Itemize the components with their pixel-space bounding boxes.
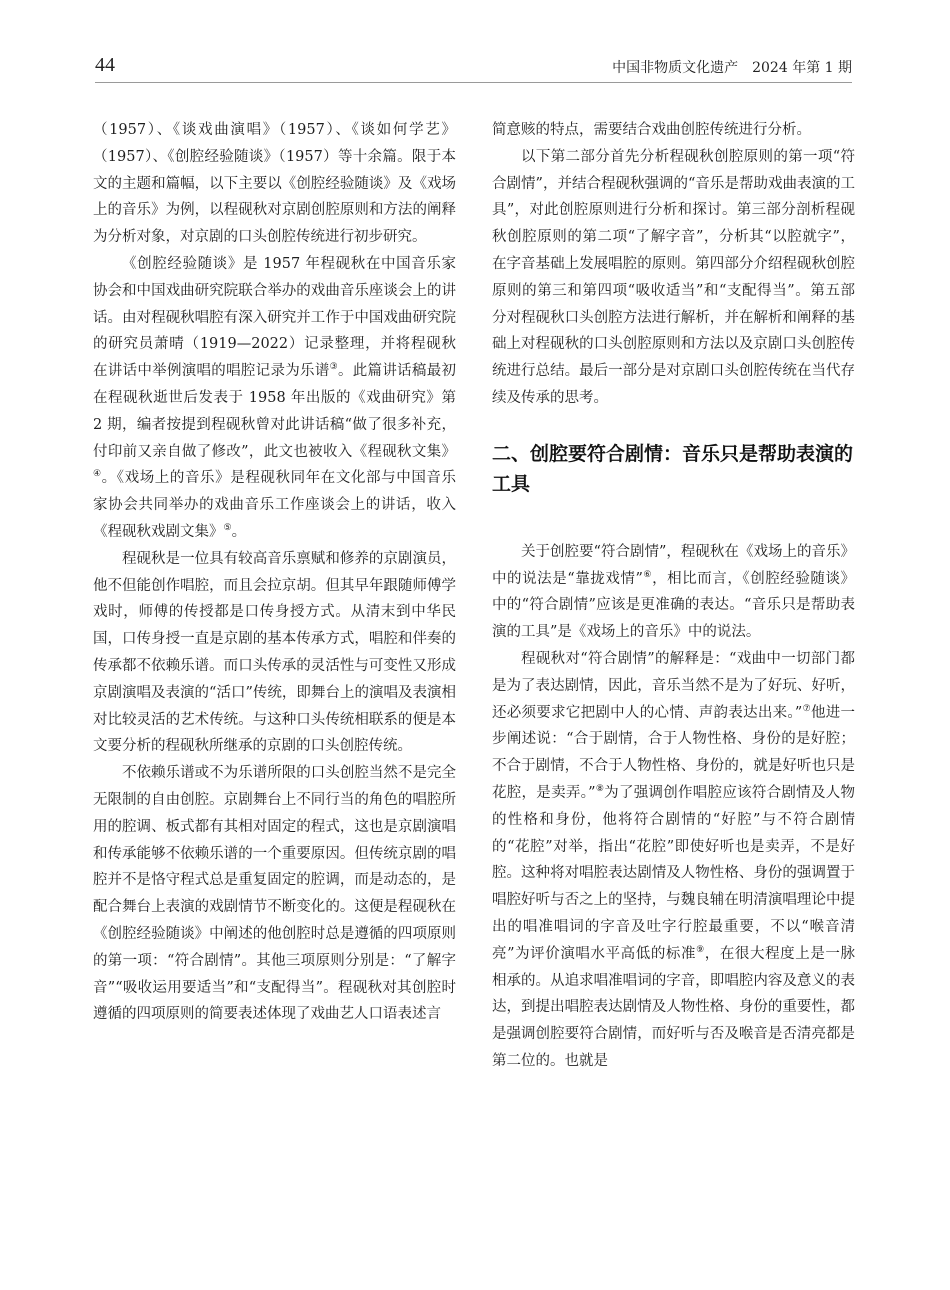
footnote-ref-5[interactable]: ⑤ (223, 523, 232, 534)
text-run: 程砚秋对“符合剧情”的解释是：“戏曲中一切部门都是为了表达剧情，因此，音乐当然不是为了好玩、好听，还必须要求它把剧中人的心情、声韵表达出来。” (492, 650, 855, 721)
paragraph (492, 539, 855, 646)
paragraph: 不依赖乐谱或不为乐谱所限的口头创腔当然不是完全无限制的自由创腔。京剧舞台上不同行当的角色的唱腔所用的腔调、板式都有其相对固定的程式，这也是京剧演唱和传承能够不依赖乐谱的一个重要原因。但传统京剧的唱腔并不是恪守程式总是重复固定的腔调，而是动态的，是配合舞台上表演的戏剧情节不断变化的。这便是程砚秋在《创腔经验随谈》中阐述的他创腔时总是遵循的四项原则的第一项：“符合剧情”。其他三项原则分别是：“了解字音”“吸收运用要适当”和“支配得当”。程砚秋对其创腔时遵循的四项原则的简要表述体现了戏曲艺人口语表述言 (93, 765, 456, 1023)
footnote-ref-6[interactable]: ⑥ (642, 569, 653, 580)
text-run: 为了强调创作唱腔应该符合剧情及人物的性格和身份，他将符合剧情的“好腔”与不符合剧情的“花腔”对举，指出“花腔”即使好听也是卖弄，不是好腔。这种将对唱腔表达剧情及人物性格、身份的强调置于唱腔好听与否之上的坚持，与魏良辅在明清演唱理论中提出的唱准唱词的字音及吐字行腔最重要，不以“喉音清亮”为评价演唱水平高低的标准 (492, 784, 855, 962)
text-run: 《创腔经验随谈》是 1957 年程砚秋在中国音乐家协会和中国戏曲研究院联合举办的戏曲音乐座谈会上的讲话。由对程砚秋唱腔有深入研究并工作于中国戏曲研究院的研究员萧晴（1919—2022）记录整理，并将程砚秋在讲话中举例演唱的唱腔记录为乐谱 (93, 255, 456, 380)
left-column (93, 117, 456, 1028)
footnote-ref-4[interactable]: ④ (93, 469, 102, 480)
paragraph (492, 646, 855, 1075)
text-run: ，在很大程度上是一脉相承的。从追求唱准唱词的字音，即唱腔内容及意义的表达，到提出唱腔表达剧情及人物性格、身份的重要性，都是强调创腔要符合剧情，而好听与否及喉音是否清亮都是第二位的。也就是 (492, 945, 855, 1069)
text-run: ，相比而言，《创腔经验随谈》中的“符合剧情”应该是更准确的表达。“音乐只是帮助表演的工具”是《戏场上的音乐》中的说法。 (492, 570, 856, 641)
section-heading: 二、创腔要符合剧情：音乐只是帮助表演的工具 (492, 442, 854, 495)
page-number: 44 (95, 54, 115, 76)
footnote-ref-3[interactable]: ③ (329, 362, 338, 373)
page-header (95, 52, 852, 83)
right-column (492, 117, 855, 1075)
paragraph-continued: 简意赅的特点，需要结合戏曲创腔传统进行分析。 (492, 122, 811, 138)
paragraph-continued: （1957）、《谈戏曲演唱》（1957）、《谈如何学艺》（1957）、《创腔经验随谈》（1957）等十余篇。限于本文的主题和篇幅，以下主要以《创腔经验随谈》及《戏场上的音乐》为例，以程砚秋对京剧创腔原则和方法的阐释为分析对象，对京剧的口头创腔传统进行初步研究。 (93, 122, 456, 246)
text-run: 。《戏场上的音乐》是程砚秋同年在文化部与中国音乐家协会共同举办的戏曲音乐工作座谈会上的讲话，收入《程砚秋戏剧文集》 (93, 470, 457, 540)
footnote-ref-7[interactable]: ⑦ (802, 703, 811, 714)
running-title: 中国非物质文化遗产 2024 年第 1 期 (612, 60, 852, 76)
paragraph (93, 251, 456, 546)
text-run: 。此篇讲话稿最初在程砚秋逝世后发表于 1958 年出版的《戏曲研究》第 2 期，编者按提到程砚秋曾对此讲话稿“做了很多补充，付印前又亲自做了修改”，此文也被收入《程砚秋文集》 (93, 363, 457, 460)
text-run: 。 (231, 523, 247, 540)
paragraph: 以下第二部分首先分析程砚秋创腔原则的第一项“符合剧情”，并结合程砚秋强调的“音乐是帮助戏曲表演的工具”，对此创腔原则进行分析和探讨。第三部分剖析程砚秋创腔原则的第二项“了解字音”，分析其“以腔就字”，在字音基础上发展唱腔的原则。第四部分介绍程砚秋创腔原则的第三和第四项“吸收适当”和“支配得当”。第五部分对程砚秋口头创腔方法进行解析，并在解析和阐释的基础上对程砚秋的口头创腔原则和方法以及京剧口头创腔传统进行总结。最后一部分是对京剧口头创腔传统在当代存续及传承的思考。 (492, 148, 855, 406)
footnote-ref-8[interactable]: ⑧ (595, 784, 605, 795)
text-run: 他进一步阐述说：“合于剧情，合于人物性格、身份的是好腔；不合于剧情，不合于人物性格、身份的，就是好听也只是花腔，是卖弄。” (492, 704, 855, 801)
footnote-ref-9[interactable]: ⑨ (696, 944, 705, 955)
text-run: 关于创腔要“符合剧情”，程砚秋在《戏场上的音乐》中的说法是“靠拢戏情” (492, 543, 855, 587)
paragraph: 程砚秋是一位具有较高音乐禀赋和修养的京剧演员，他不但能创作唱腔，而且会拉京胡。但其早年跟随师傅学戏时，师傅的传授都是口传身授方式。从清末到中华民国，口传身授一直是京剧的基本传承方式，唱腔和伴奏的传承都不依赖乐谱。而口头传承的灵活性与可变性又形成京剧演唱及表演的“活口”传统，即舞台上的演唱及表演相对比较灵活的艺术传统。与这种口头传统相联系的便是本文要分析的程砚秋所继承的京剧的口头创腔传统。 (93, 550, 456, 755)
